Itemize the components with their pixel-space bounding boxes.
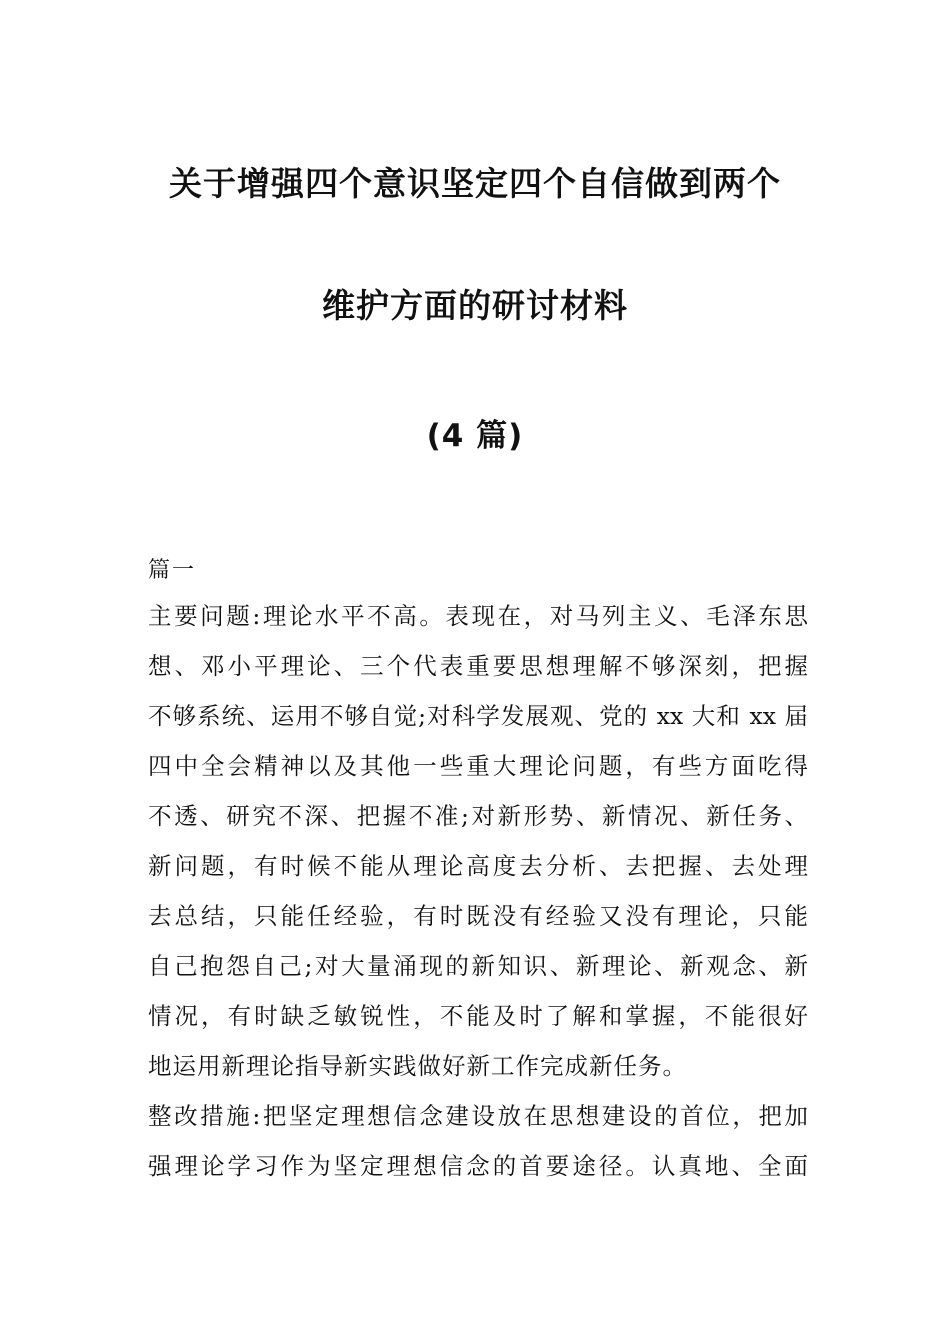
text-line: 地运用新理论指导新实践做好新工作完成新任务。 bbox=[148, 1052, 687, 1080]
text-line: 不够系统、运用不够自觉;对科学发展观、党的 xx 大和 xx 届 bbox=[148, 702, 808, 730]
text-line: 新问题，有时候不能从理论高度去分析、去把握、去处理 bbox=[148, 852, 808, 880]
paragraph-problems bbox=[148, 596, 808, 1096]
text-line: 想、邓小平理论、三个代表重要思想理解不够深刻，把握 bbox=[148, 652, 808, 680]
document-body bbox=[148, 596, 808, 1196]
document-title-count: (4 篇) bbox=[426, 418, 524, 454]
document-title-line-2: 维护方面的研讨材料 bbox=[322, 286, 628, 325]
text-line: 四中全会精神以及其他一些重大理论问题，有些方面吃得 bbox=[148, 752, 808, 780]
text-line: 主要问题:理论水平不高。表现在，对马列主义、毛泽东思 bbox=[148, 602, 808, 630]
paragraph-measures bbox=[148, 1096, 808, 1196]
text-line: 情况，有时缺乏敏锐性，不能及时了解和掌握，不能很好 bbox=[148, 1002, 808, 1030]
text-line: 自己抱怨自己;对大量涌现的新知识、新理论、新观念、新 bbox=[148, 952, 808, 980]
text-line: 整改措施:把坚定理想信念建设放在思想建设的首位，把加 bbox=[148, 1102, 808, 1130]
document-title-line-1: 关于增强四个意识坚定四个自信做到两个 bbox=[169, 164, 781, 203]
text-line: 去总结，只能任经验，有时既没有经验又没有理论，只能 bbox=[148, 902, 808, 930]
text-line: 不透、研究不深、把握不准;对新形势、新情况、新任务、 bbox=[148, 802, 808, 830]
section-label: 篇一 bbox=[148, 558, 197, 583]
text-line: 强理论学习作为坚定理想信念的首要途径。认真地、全面 bbox=[148, 1152, 808, 1180]
